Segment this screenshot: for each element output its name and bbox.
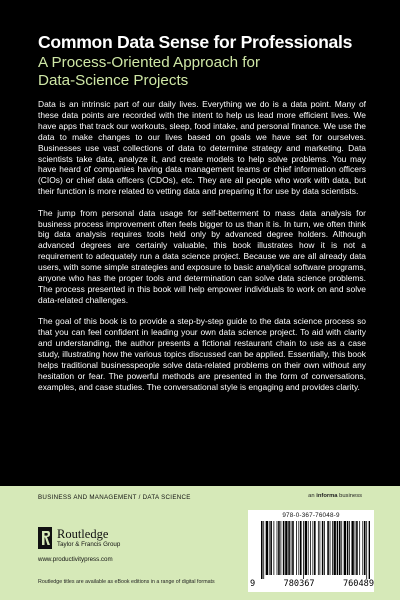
book-title: Common Data Sense for Professionals — [38, 32, 353, 52]
barcode-icon — [260, 521, 370, 579]
informa-note — [308, 493, 362, 499]
publisher-url: www.productivitypress.com — [38, 556, 113, 563]
title-block — [38, 32, 378, 89]
informa-prefix: an — [308, 493, 317, 499]
informa-suffix: business — [337, 493, 362, 499]
routledge-logo-icon — [38, 527, 52, 549]
informa-bold: informa — [316, 493, 338, 499]
category-label: BUSINESS AND MANAGEMENT / DATA SCIENCE — [38, 494, 191, 501]
barcode-digits-right: 760489 — [342, 579, 374, 589]
isbn-label: 978-0-367-76048-9 — [282, 512, 340, 519]
subtitle-line-1: A Process-Oriented Approach for — [38, 54, 261, 71]
barcode-digit-lead: 9 — [250, 579, 256, 589]
book-subtitle — [38, 54, 378, 89]
blurb — [38, 99, 366, 403]
blurb-paragraph-1: Data is an intrinsic part of our daily lives. Everything we do is a data point. Many of these data points are recorded with the intent to help us lead more efficient lives. We have apps that track our workouts, sleep, food intake, and personal finance. We use the data to make changes to our lives based on goals we have set for ourselves. Businesses use vast collections of data to determine strategy and marketing. Data scientists take data, analyze it, and create models to help solve problems. You may have heard of companies having data management teams or chief information officers (CIOs) or chief data officers (CDOs), etc. They are all people who work with data, but their function is more related to vetting data and preparing it for use by data scientists. — [38, 99, 366, 197]
barcode-digits — [250, 579, 374, 589]
blurb-paragraph-2: The jump from personal data usage for self-betterment to mass data analysis for business process improvement often feels bigger to us than it is. In turn, we often think big data analysis requires tools held only by advanced degree holders. Although advanced degrees are certainly valuable, this book illustrates how it is not a requirement to adequately run a data science project. Because we are all already data users, with some simple strategies and exposure to basic analytical software programs, anyone who has the proper tools and determination can solve data science problems. The process presented in this book will help empower individuals to work on and solve data-related challenges. — [38, 207, 366, 305]
barcode-box — [248, 510, 374, 592]
barcode-digits-left: 780367 — [283, 579, 315, 589]
blurb-paragraph-3: The goal of this book is to provide a step-by-step guide to the data science process so that you can feel confident in leading your own data science project. To aid with clarity and understanding, the author presents a fictional restaurant chain to use as a case study, illustrating how the various topics discussed can be applied. Essentially, this book helps traditional businesspeople solve data-related problems on their own without any hesitation or fear. The powerful methods are presented in the form of conversations, examples, and case studies. The conversational style is engaging and provides clarity. — [38, 316, 366, 392]
subtitle-line-2: Data-Science Projects — [38, 71, 189, 89]
publisher-group: Taylor & Francis Group — [57, 541, 121, 548]
publisher-logo — [38, 527, 120, 549]
ebook-note: Routledge titles are available as eBook editions in a range of digital formats — [38, 579, 215, 585]
publisher-name: Routledge — [57, 527, 109, 541]
footer-band — [0, 486, 400, 600]
